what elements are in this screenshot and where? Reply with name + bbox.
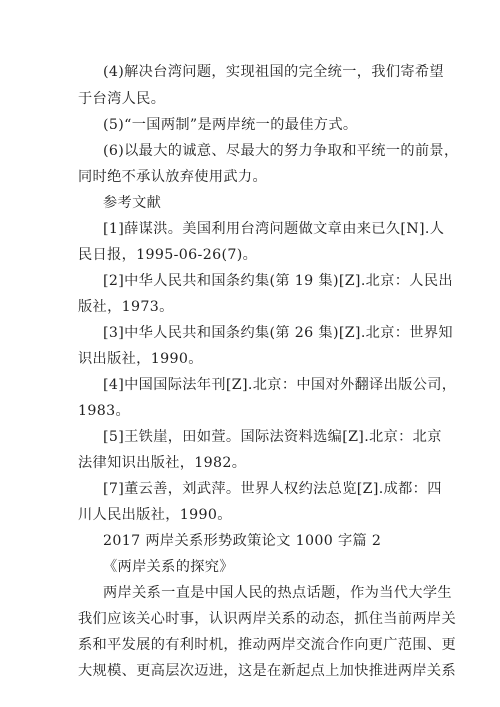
reference-line: 版社，1973。 (78, 299, 174, 315)
text-line: 同时绝不承认放弃使用武力。 (78, 169, 267, 185)
reference-line: 1983。 (78, 403, 131, 419)
paragraph-line: 我们应该关心时事，认识两岸关系的动态，抓住当前两岸关 (78, 611, 456, 627)
reference-line: 识出版社，1990。 (78, 351, 203, 367)
text-line: (6)以最大的诚意、尽最大的努力争取和平统一的前景， (103, 143, 459, 159)
reference-line: 法律知识出版社，1982。 (78, 455, 247, 471)
reference-line: [1]薛谋洪。美国利用台湾问题做文章由来已久[N].人 (103, 221, 445, 237)
paragraph-line: 大规模、更高层次迈进，这是在新起点上加快推进两岸关系 (78, 663, 456, 679)
article-title: 《两岸关系的探究》 (103, 559, 234, 575)
text-line: (5)“一国两制”是两岸统一的最佳方式。 (103, 117, 358, 133)
reference-line: [5]王铁崖，田如萱。国际法资料选编[Z].北京：北京 (103, 429, 442, 445)
reference-line: 川人民出版社，1990。 (78, 507, 232, 523)
text-line: (4)解决台湾问题，实现祖国的完全统一，我们寄希望 (103, 64, 444, 80)
reference-line: [2]中华人民共和国条约集(第 19 集)[Z].北京：人民出 (103, 273, 453, 289)
section-title: 2017 两岸关系形势政策论文 1000 字篇 2 (103, 533, 382, 549)
reference-line: [4]中国国际法年刊[Z].北京：中国对外翻译出版公司， (103, 377, 457, 393)
text-line: 于台湾人民。 (78, 91, 166, 107)
paragraph-line: 系和平发展的有利时机，推动两岸交流合作向更广范围、更 (78, 637, 456, 653)
reference-line: [7]董云善，刘武萍。世界人权约法总览[Z].成都：四 (103, 481, 442, 497)
reference-line: 民日报，1995-06-26(7)。 (78, 247, 258, 263)
reference-line: [3]中华人民共和国条约集(第 26 集)[Z].北京：世界知 (103, 325, 453, 341)
paragraph-line: 两岸关系一直是中国人民的热点话题，作为当代大学生 (103, 585, 452, 601)
references-heading: 参考文献 (103, 195, 162, 211)
